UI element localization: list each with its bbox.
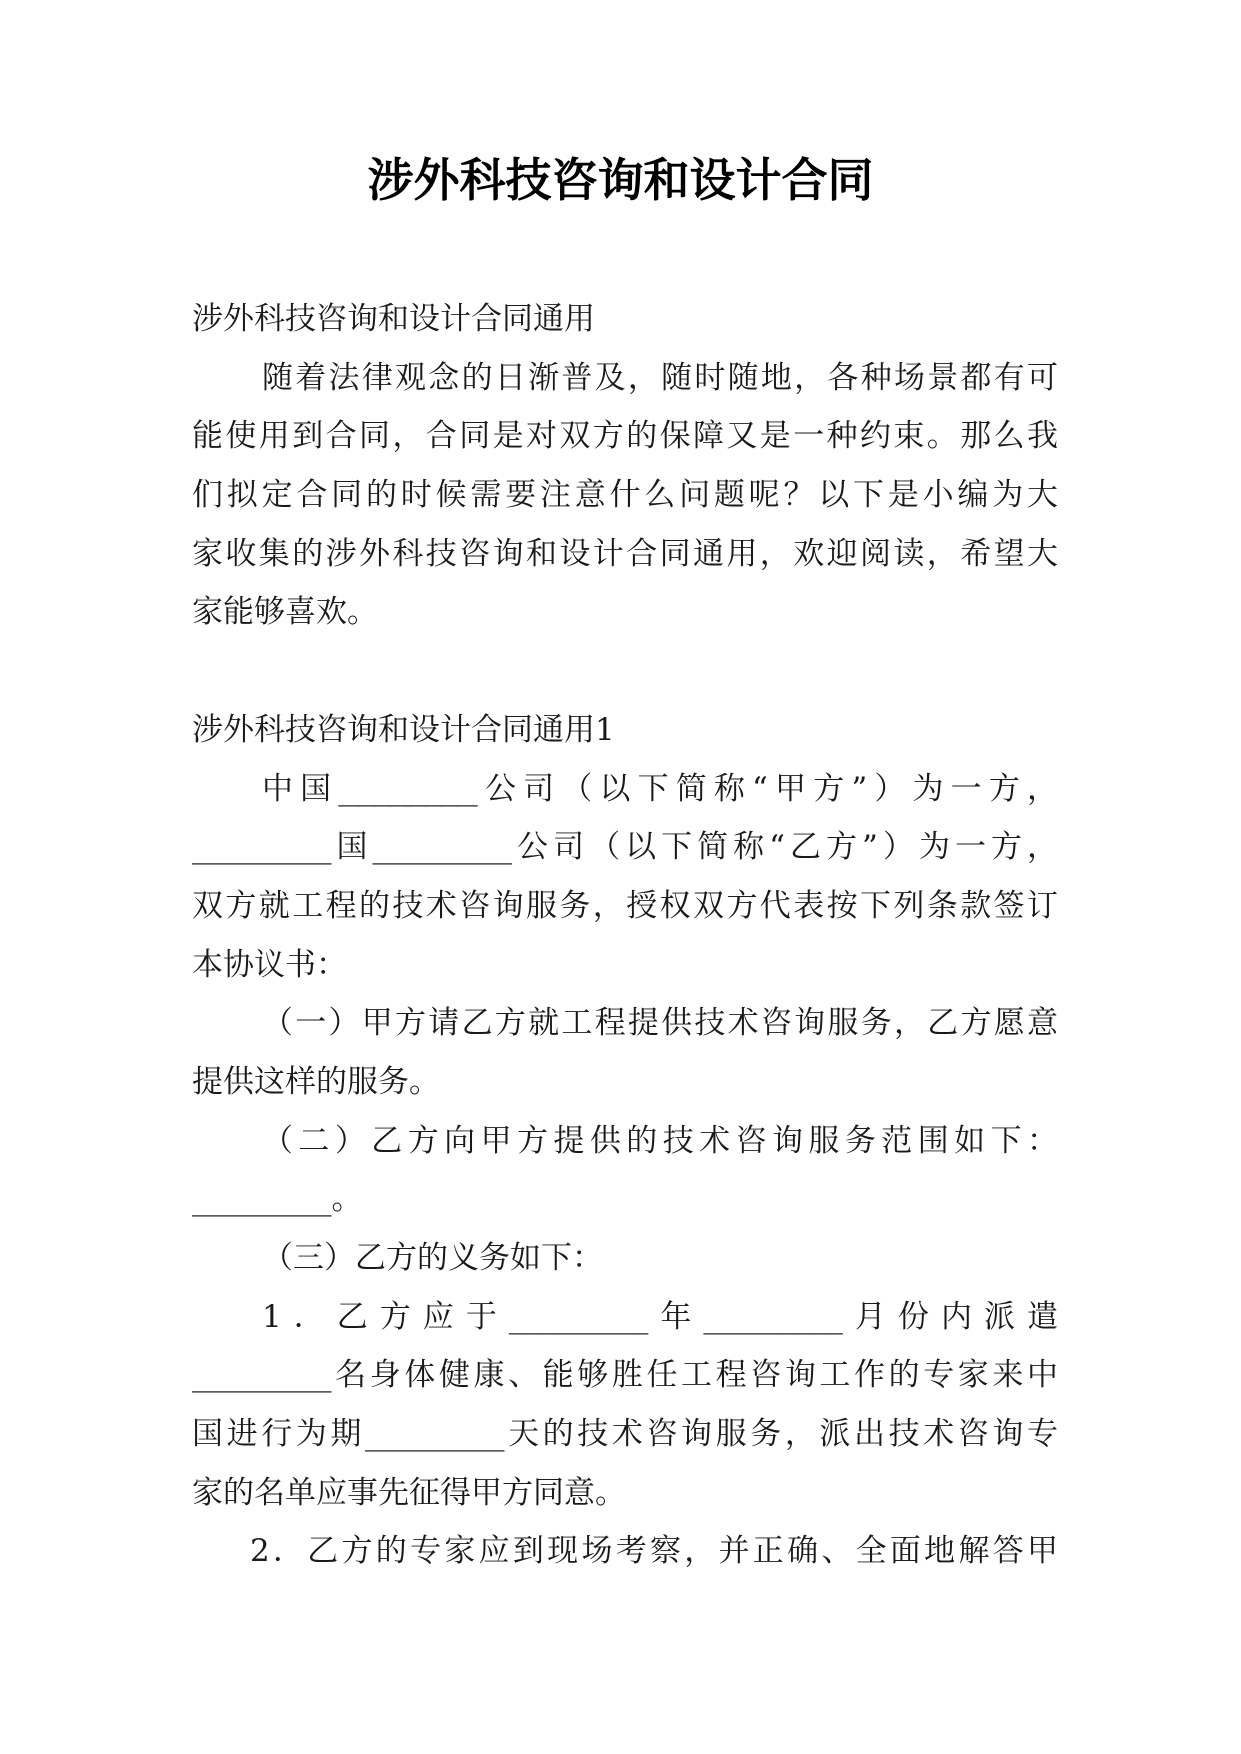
intro-line: 随着法律观念的日渐普及，随时随地，各种场景都有可	[262, 359, 1058, 396]
intro-line: 们拟定合同的时候需要注意什么问题呢？以下是小编为大	[192, 477, 1058, 514]
item-2-line: 2．乙方的专家应到现场考察，并正确、全面地解答甲	[250, 1533, 1058, 1570]
item-1-paragraph	[192, 1288, 1058, 1523]
section-heading: 涉外科技咨询和设计合同通用1	[192, 711, 615, 748]
item-1-line: 家的名单应事先征得甲方同意。	[192, 1474, 626, 1511]
item-1-line: _________名身体健康、能够胜任工程咨询工作的专家来中	[192, 1357, 1058, 1394]
clause-1-line: 提供这样的服务。	[192, 1063, 440, 1100]
intro-line: 能使用到合同，合同是对双方的保障又是一种约束。那么我	[192, 418, 1058, 455]
intro-paragraph	[192, 349, 1058, 642]
blank-line	[192, 642, 1058, 701]
intro-line: 家能够喜欢。	[192, 594, 378, 631]
document-body	[192, 290, 1058, 1581]
item-1-line: 国进行为期_________天的技术咨询服务，派出技术咨询专	[192, 1416, 1058, 1453]
parties-line: 双方就工程的技术咨询服务，授权双方代表按下列条款签订	[192, 887, 1058, 924]
document-subtitle: 涉外科技咨询和设计合同通用	[192, 301, 595, 337]
clause-2-line: _________。	[192, 1181, 363, 1218]
clause-1-line: （一）甲方请乙方就工程提供技术咨询服务，乙方愿意	[262, 1005, 1058, 1042]
item-2-paragraph	[192, 1522, 1058, 1581]
parties-line: 中国_________公司（以下简称“甲方”）为一方，	[262, 770, 1058, 807]
clause-1-paragraph	[192, 994, 1058, 1111]
item-1-line: 1．乙方应于_________年_________月份内派遣	[262, 1298, 1058, 1335]
clause-2-line: （二）乙方向甲方提供的技术咨询服务范围如下：	[262, 1122, 1058, 1159]
clause-2-paragraph	[192, 1112, 1058, 1229]
parties-line: 本协议书：	[192, 946, 347, 983]
parties-paragraph	[192, 760, 1058, 995]
parties-line: _________国_________公司（以下简称“乙方”）为一方，	[192, 829, 1058, 866]
clause-3-heading: （三）乙方的义务如下：	[262, 1240, 603, 1276]
document-title: 涉外科技咨询和设计合同	[367, 153, 874, 207]
intro-line: 家收集的涉外科技咨询和设计合同通用，欢迎阅读，希望大	[192, 535, 1058, 572]
